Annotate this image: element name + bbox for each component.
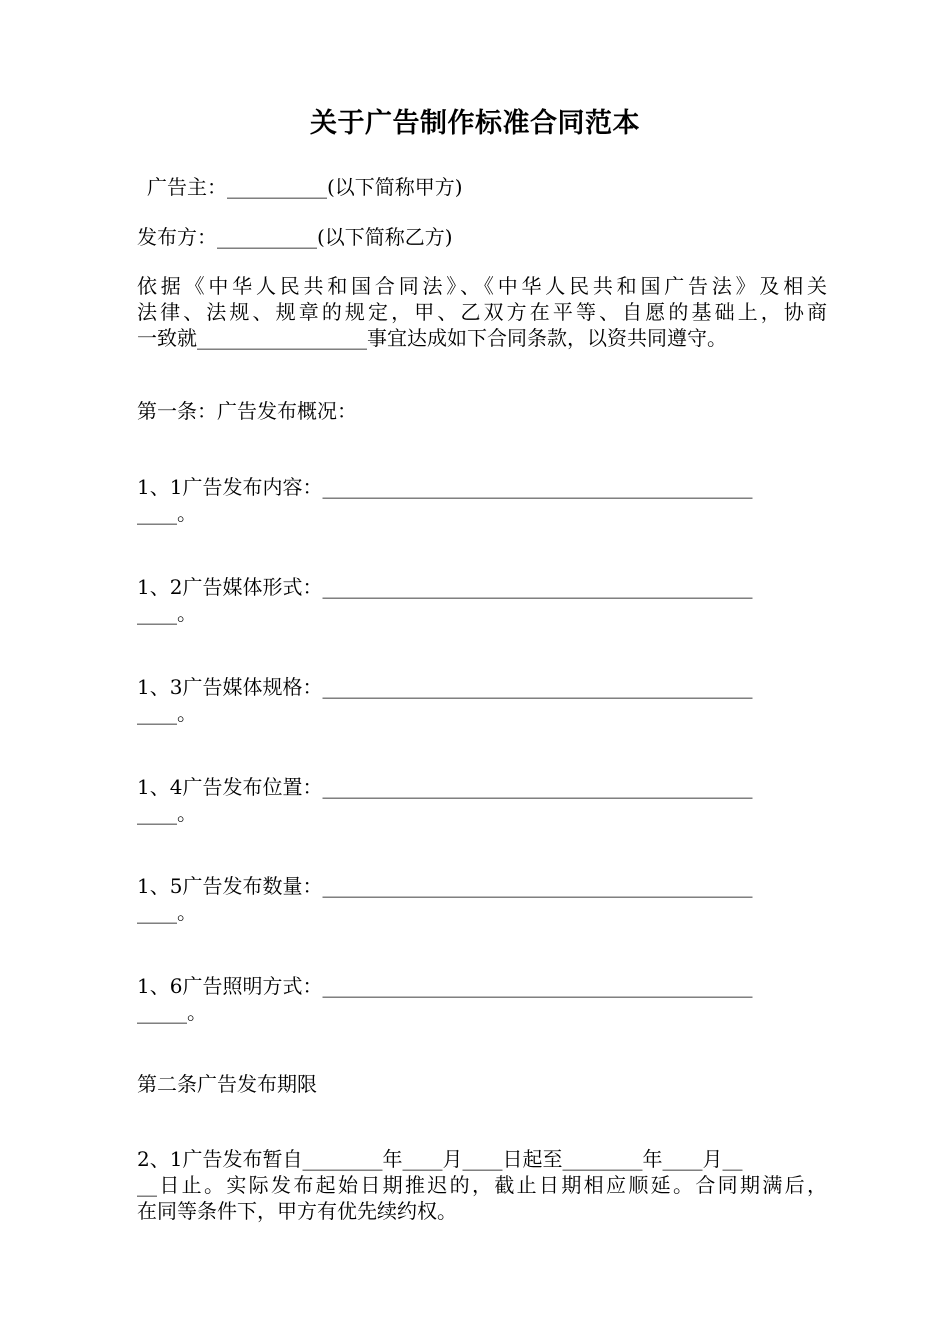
item-1-4-line-1: 1、4广告发布位置：___________________________________________ bbox=[137, 775, 753, 799]
item-2-1-line-3: 在同等条件下，甲方有优先续约权。 bbox=[137, 1199, 457, 1223]
item-1-6-line-1: 1、6广告照明方式：___________________________________________ bbox=[137, 974, 753, 998]
item-1-2-line-2: ____。 bbox=[137, 601, 197, 625]
party-b-line: 发布方：__________(以下简称乙方) bbox=[137, 225, 453, 249]
item-2-1-line-1: 2、1广告发布暂自________年____月____日起至________年____月__ bbox=[137, 1147, 743, 1171]
document-title: 关于广告制作标准合同范本 bbox=[310, 108, 640, 139]
item-1-2-line-1: 1、2广告媒体形式：___________________________________________ bbox=[137, 575, 753, 599]
article-2-heading: 第二条广告发布期限 bbox=[137, 1072, 317, 1096]
intro-line-2: 法律、法规、规章的规定，甲、乙双方在平等、自愿的基础上，协商 bbox=[137, 300, 827, 324]
item-1-6-line-2: _____。 bbox=[137, 1000, 207, 1024]
intro-line-1: 依据《中华人民共和国合同法》、《中华人民共和国广告法》及相关 bbox=[137, 274, 827, 298]
item-1-3-line-2: ____。 bbox=[137, 701, 197, 725]
article-1-heading: 第一条：广告发布概况： bbox=[137, 399, 357, 423]
item-2-1-line-2: __日止。实际发布起始日期推迟的，截止日期相应顺延。合同期满后， bbox=[137, 1173, 827, 1197]
item-1-5-line-1: 1、5广告发布数量：___________________________________________ bbox=[137, 874, 753, 898]
item-1-5-line-2: ____。 bbox=[137, 900, 197, 924]
item-1-3-line-1: 1、3广告媒体规格：___________________________________________ bbox=[137, 675, 753, 699]
party-a-line: 广告主：__________(以下简称甲方) bbox=[147, 175, 463, 199]
intro-line-3: 一致就_________________事宜达成如下合同条款，以资共同遵守。 bbox=[137, 326, 727, 350]
item-1-1-line-1: 1、1广告发布内容：___________________________________________ bbox=[137, 475, 753, 499]
item-1-4-line-2: ____。 bbox=[137, 801, 197, 825]
item-1-1-line-2: ____。 bbox=[137, 501, 197, 525]
